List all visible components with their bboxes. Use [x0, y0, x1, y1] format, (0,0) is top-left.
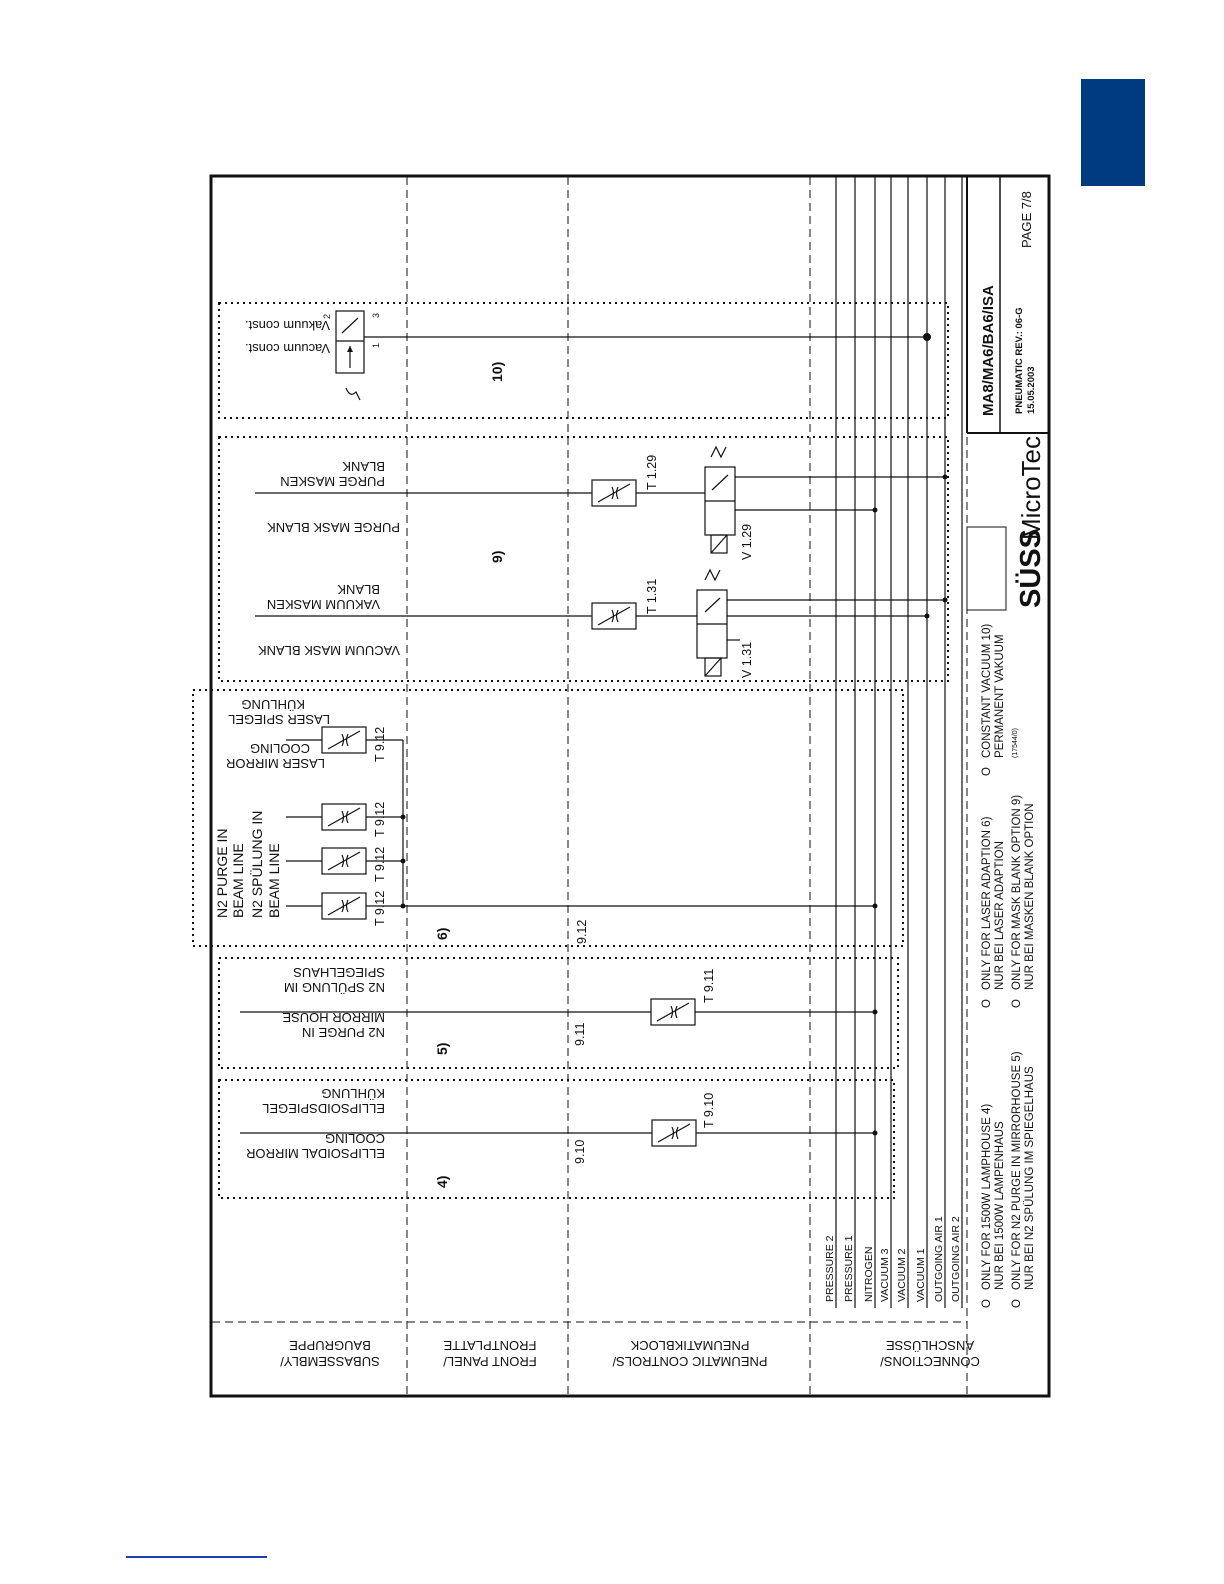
- port-3-label: 3: [371, 312, 381, 318]
- note-2-line-1: ONLY FOR N2 PURGE IN MIRRORHOUSE 5): [1011, 1051, 1023, 1290]
- note-5-small: (17544/0): [1012, 728, 1019, 758]
- port-2-label: 2: [322, 313, 332, 319]
- row-label-pneumatic-1: PNEUMATIC CONTROLS/: [612, 1354, 768, 1369]
- section-5-desc-3: N2 SPÜLUNG IM: [283, 980, 385, 995]
- vac-mask-desc-2: VAKUUM MASKEN: [266, 597, 380, 612]
- section-6-number: 6): [434, 927, 450, 940]
- note-3-marker: O: [981, 999, 993, 1008]
- section-6-desc-2: BEAM LINE: [230, 843, 246, 918]
- t131-label: T 1.31: [645, 578, 659, 614]
- section-4-desc-4: KÜHLUNG: [321, 1086, 385, 1101]
- vac-mask-desc-3: BLANK: [337, 582, 380, 597]
- section-4-throttle-label: T 9.10: [702, 1092, 716, 1128]
- logo-box: [967, 527, 1006, 610]
- section-6-desc-4: BEAM LINE: [266, 843, 282, 918]
- section-5-desc-2: MIRROR HOUSE: [282, 1010, 385, 1025]
- section-10: [245, 311, 931, 400]
- supply-label-vacuum-1: VACUUM 1: [915, 1248, 927, 1302]
- supply-label-outgoing-air-2: OUTGOING AIR 2: [950, 1216, 962, 1302]
- section-6-throttle-label-4: T 9.12: [373, 726, 387, 762]
- t129-label: T 1.29: [645, 454, 659, 490]
- section-5: [240, 965, 878, 1055]
- note-5-line-1: CONSTANT VACUUM 10): [981, 623, 993, 758]
- purge-mask-desc-2: PURGE MASKEN: [280, 474, 385, 489]
- supply-label-outgoing-air-1: OUTGOING AIR 1: [933, 1216, 945, 1302]
- page-number: PAGE 7/8: [1019, 191, 1034, 248]
- note-3-line-1: ONLY FOR LASER ADAPTION 6): [981, 816, 993, 990]
- logo-microtec: MicroTec: [1016, 435, 1046, 540]
- row-label-connections-1: CONNECTIONS/: [880, 1354, 980, 1369]
- note-1-line-1: ONLY FOR 1500W LAMPHOUSE 4): [981, 1103, 993, 1290]
- section-5-line-label: 9.11: [573, 1022, 587, 1046]
- section-6-desc2-4: KÜHLUNG: [241, 697, 305, 712]
- v131-label: V 1.31: [740, 641, 754, 678]
- section-6-throttle-label-3: T 9.12: [373, 801, 387, 837]
- section-4: [240, 1086, 878, 1188]
- section-6-desc2-2: COOLING: [250, 741, 310, 756]
- notes: [981, 624, 1036, 1308]
- note-4-marker: O: [1011, 999, 1023, 1008]
- supply-label-vacuum-3: VACUUM 3: [879, 1248, 891, 1302]
- section-5-throttle-label: T 9.11: [702, 968, 716, 1003]
- note-2-marker: O: [1011, 1299, 1023, 1308]
- port-1-label: 1: [371, 342, 381, 348]
- note-1-marker: O: [981, 1299, 993, 1308]
- section-4-desc-1: ELLIPSOIDAL MIRROR: [246, 1146, 385, 1161]
- section-6-desc2-3: LASER SPIEGEL: [228, 712, 330, 727]
- row-label-front-panel-1: FRONT PANEL/: [443, 1354, 537, 1369]
- supply-label-vacuum-2: VACUUM 2: [896, 1248, 908, 1302]
- section-6-throttle-label-1: T 9.12: [373, 890, 387, 926]
- doc-date: 15.05.2003: [1026, 366, 1037, 414]
- supply-lines: [836, 177, 962, 1308]
- row-label-front-panel-2: FRONTPLATTE: [443, 1338, 537, 1353]
- section-6: [214, 697, 878, 944]
- section-6-throttle-label-2: T 9.12: [373, 846, 387, 882]
- section-6-line-label: 9.12: [575, 919, 589, 944]
- section-10-number: 10): [489, 361, 505, 382]
- note-3-line-2: NUR BEI LASER ADAPTION: [994, 841, 1006, 990]
- row-separators: [212, 177, 967, 1395]
- section-5-desc-1: N2 PURGE IN: [301, 1025, 385, 1040]
- row-label-connections-2: ANSCHLÜSSE: [885, 1338, 975, 1353]
- doc-revision: PNEUMATIC REV.: 06-G: [1014, 307, 1025, 414]
- row-label-subassembly-1: SUBASSEMBLY/: [280, 1354, 380, 1369]
- section-4-number: 4): [434, 1175, 450, 1188]
- supply-label-pressure-2: PRESSURE 2: [824, 1235, 836, 1302]
- purge-mask-desc-1: PURGE MASK BLANK: [267, 520, 400, 535]
- purge-mask-desc-3: BLANK: [342, 459, 385, 474]
- section-6-desc2-1: LASER MIRROR: [226, 756, 325, 771]
- section-6-desc-1: N2 PURGE IN: [214, 828, 230, 918]
- note-4-line-1: ONLY FOR MASK BLANK OPTION 9): [1011, 794, 1023, 990]
- vakuum-const-label: Vakuum const.: [244, 318, 330, 333]
- logo-suss: SÜSS: [1015, 529, 1047, 608]
- note-5-line-2: PERMANENT VAKUUM: [994, 634, 1006, 758]
- supply-label-nitrogen: NITROGEN: [863, 1246, 875, 1302]
- section-4-line-label: 9.10: [573, 1139, 587, 1164]
- note-2-line-2: NUR BEI N2 SPÜLUNG IM SPIEGELHAUS: [1024, 1066, 1036, 1290]
- note-1-line-2: NUR BEI 1500W LAMPENHAUS: [994, 1121, 1006, 1290]
- model-title: MA8/MA6/BA6/ISA: [980, 285, 997, 416]
- section-4-desc-3: ELLIPSOIDSPIEGEL: [262, 1101, 385, 1116]
- title-block: [967, 177, 1049, 610]
- supply-label-pressure-1: PRESSURE 1: [843, 1235, 855, 1302]
- note-4-line-2: NUR BEI MASKEN BLANK OPTION: [1024, 803, 1036, 990]
- vacuum-const-label: Vacuum const.: [244, 341, 330, 356]
- section-6-desc-3: N2 SPÜLUNG IN: [249, 810, 265, 918]
- vac-mask-desc-1: VACUUM MASK BLANK: [257, 643, 400, 658]
- section-5-desc-4: SPIEGELHAUS: [293, 965, 385, 980]
- section-5-number: 5): [434, 1042, 450, 1055]
- note-5-marker: O: [981, 767, 993, 776]
- section-9-number: 9): [489, 550, 505, 563]
- section-9: [255, 447, 948, 678]
- v129-label: V 1.29: [740, 523, 754, 560]
- row-label-pneumatic-2: PNEUMATIKBLOCK: [630, 1338, 750, 1353]
- section-4-desc-2: COOLING: [325, 1131, 385, 1146]
- row-label-subassembly-2: BAUGRUPPE: [289, 1338, 371, 1353]
